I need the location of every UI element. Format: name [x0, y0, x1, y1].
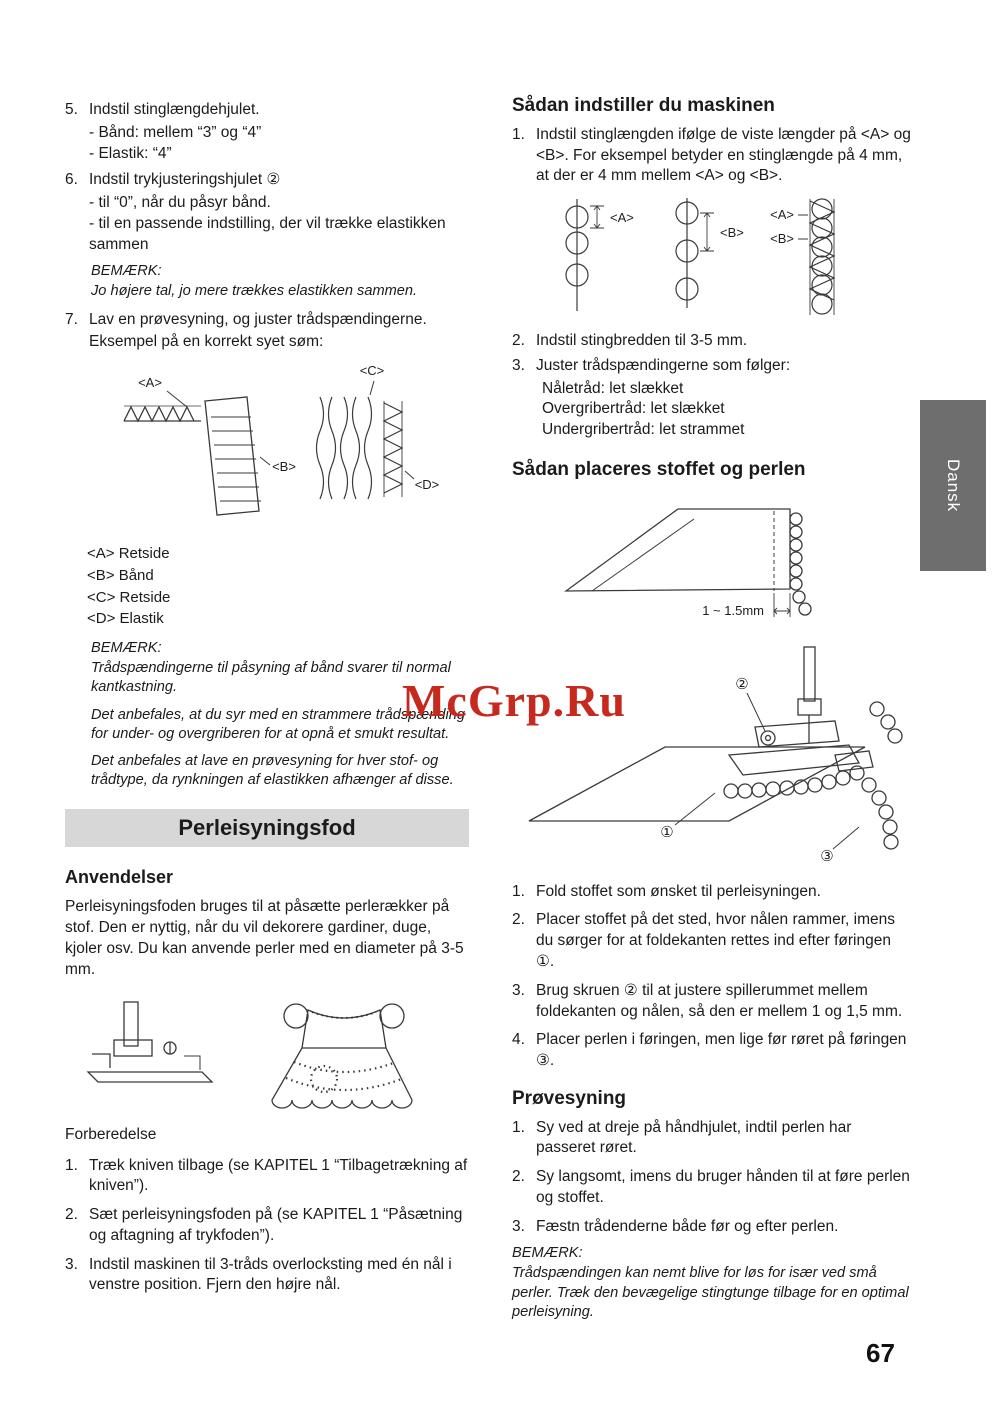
preparation-step-2-text: Sæt perleisyningsfoden på (se KAPITEL 1 “Påsætning og aftagning af trykfoden”). [89, 1206, 463, 1244]
test-note-text: Trådspændingen kan nemt blive for løs for især ved små perler. Træk den bevægelige stingtunge tilbage for en optimal perleisyning. [512, 1265, 909, 1320]
legend-a: <A> Retside [87, 545, 170, 563]
test-step-3-text: Fæstn trådenderne både før og efter perlen. [536, 1217, 839, 1235]
note-2-para-3: Det anbefales at lave en prøvesyning for hver stof- og trådtype, da rynkningen af elastikken afhænger af disse. [91, 753, 454, 789]
note-1-text: Jo højere tal, jo mere trækkes elastikken sammen. [91, 283, 418, 300]
stitch-sample-diagram [72, 359, 462, 529]
fabric-fold-diagram [552, 489, 872, 629]
step-6 [65, 170, 469, 191]
placement-step-2-text: Placer stoffet på det sted, hvor nålen rammer, imens du sørger for at foldekanten rettes ind efter føringen ①. [536, 911, 895, 971]
placement-step-2-number: 2. [512, 911, 525, 929]
section-banner-title: Perleisyningsfod [178, 814, 356, 840]
bead-diagram-label-a1: <A> [610, 210, 634, 226]
band-sample-drawing [124, 391, 270, 515]
setup-step-2-text: Indstil stingbredden til 3-5 mm. [536, 332, 748, 350]
foot-diagram-callout-2: ② [735, 675, 749, 693]
setup-heading: Sådan indstiller du maskinen [512, 95, 775, 116]
test-step-1 [512, 1118, 912, 1160]
fold-gap-label: 1 ~ 1.5mm [702, 602, 764, 618]
usage-heading: Anvendelser [65, 866, 174, 887]
legend-c: <C> Retside [87, 588, 171, 606]
test-sewing-heading: Prøvesyning [512, 1087, 627, 1109]
diagram-label-c: <C> [359, 363, 385, 379]
diagram-label-d: <D> [414, 477, 440, 493]
test-step-3-number: 3. [512, 1217, 525, 1235]
foot-diagram-callout-1: ① [660, 823, 674, 841]
preparation-step-1-number: 1. [65, 1156, 78, 1174]
step-5-number: 5. [65, 101, 78, 118]
setup-step-2-number: 2. [512, 332, 525, 350]
note-2-para-1: Trådspændingerne til påsyning af bånd svarer til normal kantkastning. [91, 660, 451, 696]
setup-step-3-number: 3. [512, 356, 525, 374]
usage-text: Perleisyningsfoden bruges til at påsætte perlerækker på stof. Den er nyttig, når du vil dekorere gardiner, duge, kjoler osv. Du kan anvende perler med en diameter på 3-5 mm. [65, 897, 464, 978]
placement-step-2 [512, 910, 912, 972]
preparation-step-1 [65, 1156, 469, 1198]
language-tab-label: Dansk [944, 458, 963, 513]
step-7-example: Eksempel på en korrekt syet søm: [89, 333, 324, 351]
pearl-foot-and-dress-diagram [72, 986, 462, 1116]
test-step-3 [512, 1217, 912, 1238]
bead-group-3 [798, 199, 834, 315]
test-step-2-text: Sy langsomt, imens du bruger hånden til at føre perlen og stoffet. [536, 1168, 910, 1206]
preparation-step-3-number: 3. [65, 1255, 78, 1273]
step-7-text: Lav en prøvesyning, og juster trådspændingerne. [89, 310, 427, 328]
page-number: 67 [866, 1338, 895, 1368]
placement-step-1-text: Fold stoffet som ønsket til perleisyningen. [536, 882, 821, 900]
elastic-sample-drawing [317, 381, 415, 499]
fabric-fold-drawing [566, 509, 811, 617]
test-step-2 [512, 1167, 912, 1209]
setup-step-2 [512, 331, 912, 352]
test-step-1-number: 1. [512, 1118, 525, 1136]
preparation-heading: Forberedelse [65, 1125, 157, 1143]
setup-step-1-text: Indstil stinglængden ifølge de viste længder på <A> og <B>. For eksempel betyder en stinglængde på 4 mm, at der er 4 mm mellem <A> og <B>. [536, 125, 911, 185]
pearl-foot-drawing [88, 1002, 212, 1082]
test-step-2-number: 2. [512, 1168, 525, 1186]
note-1-label: BEMÆRK: [91, 263, 162, 280]
bead-foot-diagram [517, 635, 907, 870]
bead-diagram-label-b1: <B> [720, 225, 744, 241]
preparation-step-2 [65, 1205, 469, 1247]
step-5-sub-2: - Elastik: “4” [89, 144, 172, 162]
step-5 [65, 100, 469, 121]
placement-step-3 [512, 981, 912, 1023]
legend-d: <D> Elastik [87, 610, 164, 628]
placement-step-3-number: 3. [512, 981, 525, 999]
note-2-label: BEMÆRK: [91, 640, 162, 657]
diagram-label-b: <B> [272, 459, 296, 475]
setup-step-3-sub-2: Overgribertråd: let slækket [542, 400, 725, 418]
bead-group-1 [566, 199, 604, 311]
setup-step-3-text: Juster trådspændingerne som følger: [536, 356, 791, 374]
setup-step-3 [512, 356, 912, 377]
preparation-step-3 [65, 1255, 469, 1297]
step-6-text: Indstil trykjusteringshjulet ② [89, 171, 281, 189]
placement-step-4-text: Placer perlen i føringen, men lige før røret på føringen ③. [536, 1031, 907, 1070]
preparation-step-3-text: Indstil maskinen til 3-tråds overlocksting med én nål i venstre position. Fjern den højre nål. [89, 1255, 452, 1294]
placement-step-1 [512, 882, 912, 903]
diagram-label-a: <A> [138, 375, 162, 391]
preparation-step-2-number: 2. [65, 1206, 78, 1224]
bead-spacing-diagram [532, 193, 892, 323]
placement-step-1-number: 1. [512, 882, 525, 900]
placement-heading: Sådan placeres stoffet og perlen [512, 458, 806, 480]
step-7 [65, 310, 469, 331]
placement-step-4 [512, 1030, 912, 1072]
placement-step-3-text: Brug skruen ② til at justere spillerummet mellem foldekanten og nålen, så den er mellem 1 og 1,5 mm. [536, 981, 903, 1020]
preparation-step-1-text: Træk kniven tilbage (se KAPITEL 1 “Tilbagetrækning af kniven”). [89, 1156, 468, 1195]
legend-b: <B> Bånd [87, 566, 154, 584]
dress-drawing [272, 1004, 412, 1108]
step-6-number: 6. [65, 171, 78, 189]
note-2-para-2: Det anbefales, at du syr med en strammere trådspænding for under- og overgriberen for at opnå et smukt resultat. [91, 706, 465, 742]
setup-step-3-sub-3: Undergribertråd: let strammet [542, 421, 745, 439]
step-7-number: 7. [65, 310, 78, 328]
step-6-sub-1: - til “0”, når du påsyr bånd. [89, 194, 271, 212]
placement-step-4-number: 4. [512, 1031, 525, 1049]
test-note-label: BEMÆRK: [512, 1245, 583, 1262]
bead-diagram-label-a2: <A> [770, 207, 794, 223]
bead-group-2 [676, 198, 714, 308]
step-5-text: Indstil stinglængdehjulet. [89, 101, 260, 118]
step-5-sub-1: - Bånd: mellem “3” og “4” [89, 123, 262, 141]
section-banner [65, 809, 469, 847]
watermark: McGrp.Ru [402, 675, 626, 726]
step-6-sub-2: - til en passende indstilling, der vil trække elastikken sammen [89, 214, 446, 253]
language-tab [920, 400, 986, 571]
setup-step-1 [512, 125, 912, 187]
test-step-1-text: Sy ved at dreje på håndhjulet, indtil perlen har passeret røret. [536, 1118, 852, 1157]
setup-step-1-number: 1. [512, 125, 525, 143]
foot-diagram-callout-3: ③ [820, 847, 834, 865]
setup-step-3-sub-1: Nåletråd: let slækket [542, 379, 684, 397]
bead-diagram-label-b2: <B> [770, 231, 794, 247]
